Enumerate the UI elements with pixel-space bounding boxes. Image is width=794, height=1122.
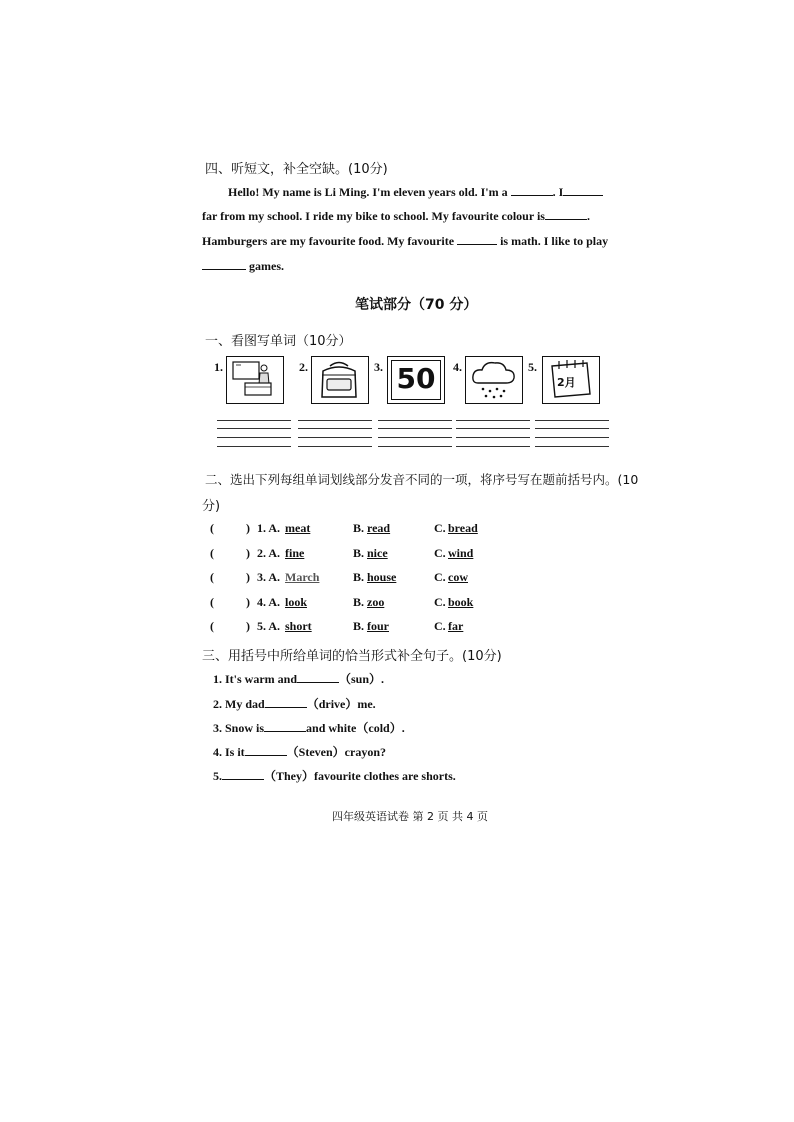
passage-line-1 [228,184,603,200]
answer-blank[interactable] [563,184,603,196]
sentence-text: （They）favourite clothes are shorts. [264,769,456,783]
option-b-word: nice [367,546,388,560]
section4-heading: 四、听短文，补全空缺。(10分) [205,162,388,177]
answer-blank[interactable] [245,744,287,756]
sentence-text: 5. [213,769,222,783]
passage-text: games. [249,259,284,273]
written-section-title: 笔试部分（70 分） [355,297,478,313]
answer-paren: ) [246,521,250,535]
option-a-word: meat [285,521,311,535]
answer-blank[interactable] [264,720,306,732]
sentence-text: （drive）me. [306,697,376,711]
option-c-word: cow [448,570,468,584]
section2-heading: 二、选出下列每组单词划线部分发音不同的一项，将序号写在题前括号内。(10 [205,472,639,487]
answer-blank[interactable] [511,184,553,196]
sentence-text: and white（cold）. [306,721,405,735]
option-a-word: fine [285,546,305,560]
option-b-prefix: B. [353,595,365,609]
sentence-text: （sun）. [339,672,385,686]
answer-paren[interactable]: ( [210,546,214,560]
sentence-text: 2. My dad [213,697,265,711]
option-b-word: read [367,521,391,535]
option-b-prefix: B. [353,521,365,535]
answer-blank[interactable] [457,233,497,245]
passage-text: is math. I like to play [500,234,609,248]
option-a-prefix: 3. A. [257,570,281,584]
section1-heading: 一、看图写单词（10分） [205,334,352,349]
option-b-prefix: B. [353,570,365,584]
sentence-3 [213,719,405,736]
sentence-text: 3. Snow is [213,721,265,735]
option-a-prefix: 2. A. [257,546,281,560]
answer-paren: ) [246,570,250,584]
sentence-1 [213,670,384,687]
option-c-prefix: C. [434,619,446,633]
option-b-word: four [367,619,389,633]
picture-number: 3. [374,360,383,374]
option-b-word: zoo [367,595,385,609]
option-b-prefix: B. [353,619,365,633]
section3-heading: 三、用括号中所给单词的恰当形式补全句子。(10分) [202,649,502,664]
sentence-2 [213,695,376,712]
picture-number: 5. [528,360,537,374]
answer-paren[interactable]: ( [210,619,214,633]
option-b-word: house [367,570,397,584]
sentence-text: 4. Is it [213,745,245,759]
answer-paren: ) [246,595,250,609]
picture-number: 2. [299,360,308,374]
rainy-cloud-picture [465,356,523,404]
option-c-prefix: C. [434,546,446,560]
sentence-4 [213,743,386,760]
answer-paren[interactable]: ( [210,570,214,584]
answer-blank[interactable] [297,671,339,683]
answer-blank[interactable] [222,768,264,780]
option-c-prefix: C. [434,521,446,535]
option-c-word: book [448,595,474,609]
answer-blank[interactable] [202,258,246,270]
answer-paren[interactable]: ( [210,595,214,609]
option-b-prefix: B. [353,546,365,560]
passage-text: Hello! My name is Li Ming. I'm eleven years old. I'm a [228,185,508,199]
passage-text: Hamburgers are my favourite food. My favourite [202,234,455,248]
option-a-prefix: 1. A. [257,521,281,535]
option-a-word: look [285,595,308,609]
schoolbag-picture [311,356,369,404]
answer-blank[interactable] [265,696,307,708]
passage-line-3 [202,233,608,249]
passage-line-2 [202,208,590,224]
passage-text: . I [552,185,564,199]
option-c-word: bread [448,521,478,535]
fifty-number-text: 50 [396,362,436,395]
option-c-prefix: C. [434,570,446,584]
sentence-text: 1. It's warm and [213,672,298,686]
answer-paren: ) [246,619,250,633]
picture-number: 4. [453,360,462,374]
answer-paren: ) [246,546,250,560]
option-a-prefix: 4. A. [257,595,281,609]
option-c-prefix: C. [434,595,446,609]
sentence-text: （Steven）crayon? [286,745,386,759]
section2-heading-cont: 分) [202,499,221,514]
option-a-prefix: 5. A. [257,619,281,633]
page-footer: 四年级英语试卷 第 2 页 共 4 页 [332,810,488,823]
number-fifty-picture [387,356,445,404]
passage-text: . [586,209,590,223]
option-a-word: short [285,619,312,633]
teacher-picture [226,356,284,404]
option-c-word: far [448,619,464,633]
answer-blank[interactable] [545,208,587,220]
picture-number: 1. [214,360,223,374]
calendar-picture [542,356,600,404]
passage-line-4 [202,258,284,274]
sentence-5 [213,767,456,784]
calendar-month-text: 2月 [557,376,576,389]
passage-text: far from my school. I ride my bike to school. My favourite colour is [202,209,545,223]
option-a-word: March [285,570,320,584]
answer-paren[interactable]: ( [210,521,214,535]
option-c-word: wind [448,546,474,560]
